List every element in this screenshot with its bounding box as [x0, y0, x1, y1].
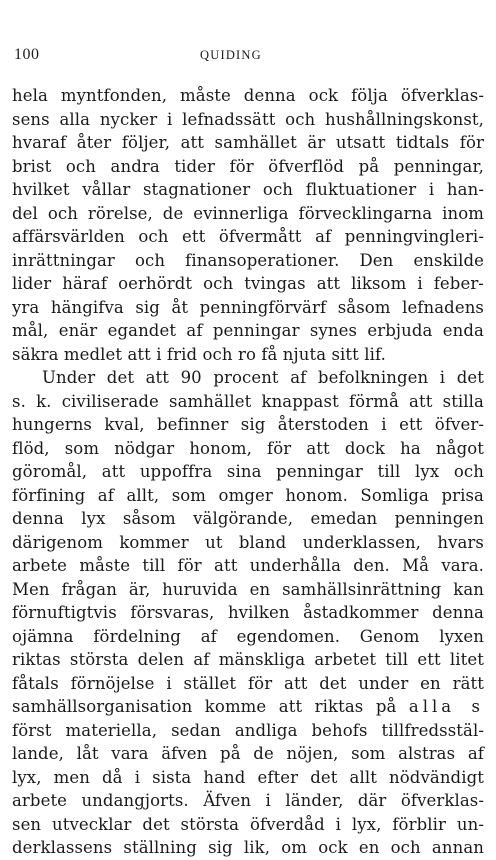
line-text: samhällsorganisation komme att riktas på [12, 697, 397, 716]
text-line: ojämna fördelning af egendomen. Genom lyxen [12, 626, 484, 646]
page-number: 100 [14, 46, 40, 63]
text-line: denna lyx såsom välgörande, emedan penningen [12, 509, 484, 528]
text-line: flöd, som nödgar honom, för att dock ha något [12, 438, 484, 458]
text-line: sens alla nycker i lefnadssätt och hushållningskonst, [12, 109, 484, 129]
text-line: hvaraf åter följer, att samhället är utsatt tidtals för [12, 133, 484, 152]
text-line: sen utvecklar det största öfverdåd i lyx, förblir un- [12, 814, 484, 834]
text-line: lider häraf oerhördt och tvingas att liksom i feber- [12, 274, 484, 293]
text-line: riktas största delen af mänskliga arbetet till ett litet [12, 650, 484, 669]
text-line: inrättningar och finansoperationer. Den enskilde [12, 250, 484, 270]
emphasized-spaced-word: alla s [408, 697, 484, 716]
text-line: derklassens ställning sig lik, om ock en och annan [12, 838, 484, 857]
text-line: yra hängifva sig åt penningförvärf såsom lefnadens [12, 297, 484, 317]
text-line: därigenom kommer ut bland underklassen, hvars [12, 532, 484, 552]
text-line: s. k. civiliserade samhället knappast förmå att stilla [12, 391, 484, 411]
text-line: arbete måste till för att underhålla den. Må vara. [12, 556, 484, 575]
running-head: QUIDING [200, 48, 262, 62]
text-line: hvilket vållar stagnationer och fluktuationer i han- [12, 180, 484, 199]
text-line: mål, enär egandet af penningar synes erbjuda enda [12, 321, 484, 340]
page-header [14, 46, 476, 66]
text-line: del och rörelse, de evinnerliga förvecklingarna inom [12, 203, 484, 223]
text-line: brist och andra tider för öfverflöd på penningar, [12, 156, 484, 176]
text-line: hungerns kval, befinner sig återstoden i ett öfver- [12, 415, 484, 434]
text-line-with-spaced-word [12, 695, 484, 719]
text-line: arbete undangjorts. Äfven i länder, där öfverklas- [12, 791, 484, 810]
text-line: lande, låt vara äfven på de nöjen, som alstras af [12, 744, 484, 763]
text-line: lyx, men då i sista hand efter det allt nödvändigt [12, 767, 484, 787]
text-line: förfining af allt, som omger honom. Somliga prisa [12, 485, 484, 505]
paragraph-end-line: säkra medlet att i frid och ro få njuta sitt lif. [12, 344, 386, 364]
text-line: förnuftigtvis försvaras, hvilken åstadkommer denna [12, 603, 484, 622]
text-line: fåtals förnöjelse i stället för att det under en rätt [12, 673, 484, 693]
paragraph-start-line: Under det att 90 procent af befolkningen i det [42, 368, 484, 387]
text-line: affärsvärlden och ett öfvermått af penningvingleri- [12, 227, 484, 246]
text-line: först materiella, sedan andliga behofs tillfredsstäl- [12, 720, 484, 740]
text-line: Men frågan är, huruvida en samhällsinrättning kan [12, 579, 484, 599]
text-line: hela myntfonden, måste denna ock följa öfverklas- [12, 86, 484, 105]
body-text [12, 84, 484, 860]
text-line: göromål, att uppoffra sina penningar till lyx och [12, 462, 484, 481]
